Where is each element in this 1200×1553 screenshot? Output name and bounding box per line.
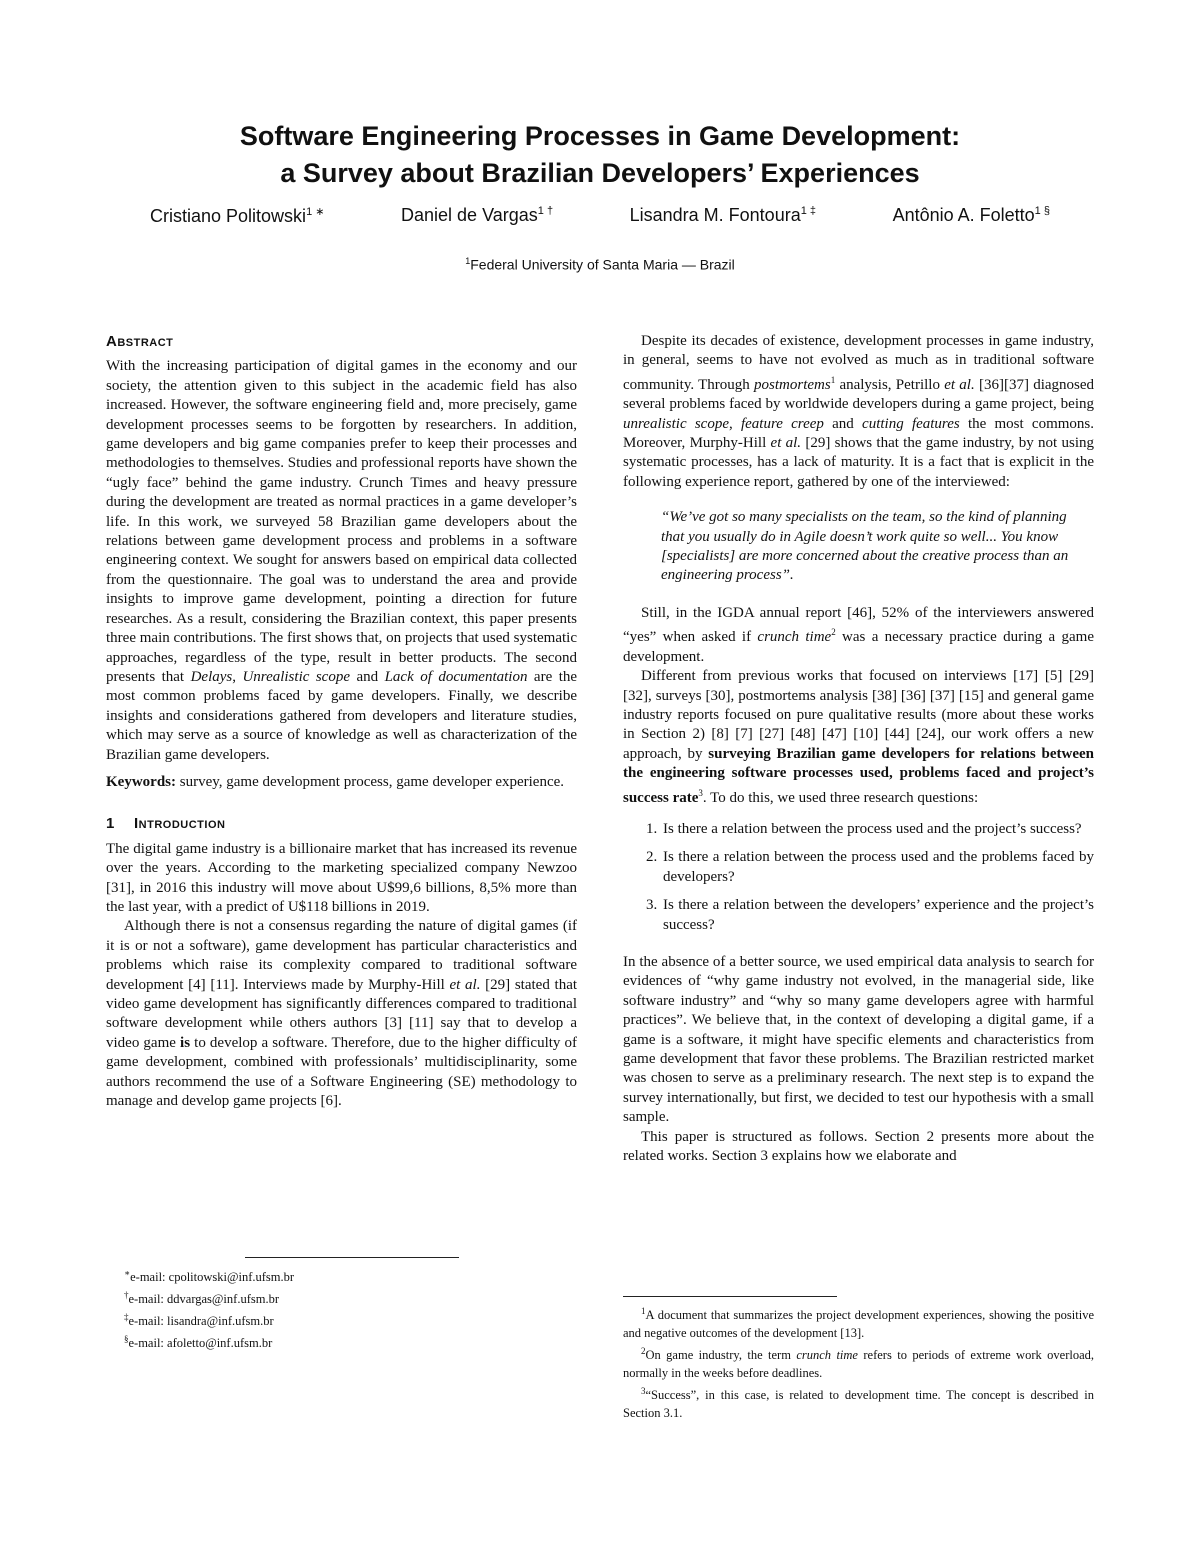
section-heading-introduction: 1 Introduction — [106, 815, 226, 833]
author: Antônio A. Foletto$^{1 \S}$ — [892, 205, 1050, 225]
author-mark: 1 † — [537, 205, 554, 217]
abstract-text: With the increasing participation of digital games in the economy and our society, the attention given to this subject in the academic field has also increased. However, the software engineering field and, more precisely, game development processes seems to be forgotten by researchers. In addition, game developers and big game companies prefer to keep their processes and methodologies to themselves. Studies and professional reports have shown the “ugly face” behind the game industry. Crunch Times and heavy pressure during the development are treated as normal practices in a game developer’s life. In this work, we surveyed 58 Brazilian game developers about the relations between game development process and problems in a software engineering context. We sought for answers based on empirical data collected from the questionnaire. The goal was to understand the area and provide insights to improve game development, pointing a direction for future researches. As a result, considering the Brazilian context, this paper presents three main contributions. The first shows that, on projects that used systematic approaches, regardless of the type, result in better products. The second presents that Delays, Unrealistic scope and Lack of documentation are the most common problems faced by game developers. Finally, we describe insights and considerations gathered from developers and literature studies, which may serve as a source of knowledge as well as characterization of the Brazilian game developers. — [106, 358, 578, 763]
body-paragraph: In the absence of a better source, we used empirical data analysis to search for evidences of “why game industry not evolved, in the managerial side, like software industry” and “why so many game developers agree with harmful practices”. We believe that, in the context of developing a digital game, if a game is a software, it might have specific elements and characteristics from game development that favor these problems. The Brazilian restricted market was chosen to serve as a preliminary research. The next step is to expand the survey internationally, but first, we decided to test our hypothesis with a small sample. — [623, 953, 1094, 1126]
footnote: §e-mail: afoletto@inf.ufsm.br — [124, 1334, 273, 1351]
abstract-heading: Abstract — [106, 333, 174, 350]
author-email-footnotes — [124, 1264, 584, 1353]
left-column — [106, 332, 577, 1111]
author: Lisandra M. Fontoura$^{1 \ddagger}$ — [629, 205, 817, 225]
body-paragraph: This paper is structured as follows. Section 2 presents more about the related works. Section 3 explains how we elaborate and — [623, 1128, 1094, 1165]
author-mark: 1 ‡ — [800, 205, 817, 217]
affiliation: $^1$Federal University of Santa Maria — Brazil — [465, 256, 735, 273]
research-questions — [623, 820, 1094, 935]
list-item: 1. Is there a relation between the process used and the project’s success? — [661, 820, 1094, 839]
body-paragraph: Different from previous works that focused on interviews [17] [5] [29] [32], surveys [30], postmortems analysis [38] [36] [37] [15] and general game industry reports focused on pure qualitative results (more about these works in Section 2) [8] [7] [27] [48] [47] [10] [44] [24], our work offers a new approach, by surveying Brazilian game developers for relations between the engineering software processes used, problems faced and project’s success rate$^3$. To do this, we used three research questions: — [623, 668, 1094, 806]
author-mark: 1 ∗ — [306, 206, 325, 218]
body-paragraph: Still, in the IGDA annual report [46], 52% of the interviewers answered “yes” when asked if crunch time$^2$ was a necessary practice during a game development. — [623, 604, 1095, 665]
intro-paragraph: The digital game industry is a billionaire market that has increased its revenue over the years. According to the marketing specialized company Newzoo [31], in 2016 this industry will move about U$99,6 billions, 8,5% more than the last year, with a predict of U$118 billions in 2019. — [106, 840, 577, 915]
footnote: $^1$A document that summarizes the project development experiences, showing the positive and negative outcomes of the development [13]. — [623, 1306, 1094, 1341]
keywords: Keywords: survey, game development process, game developer experience. — [106, 773, 565, 790]
list-item: 2. Is there a relation between the process used and the problems faced by developers? — [661, 848, 1094, 887]
body-paragraph: Despite its decades of existence, development processes in game industry, in general, seems to have not evolved as much as in traditional software community. Through postmortems$^1$ analysis, Petrillo et al. [36][37] diagnosed several problems faced by worldwide developers during a game project, being unrealistic scope, feature creep and cutting features the most commons. Moreover, Murphy-Hill et al. [29] shows that the game industry, by not using systematic processes, has a lack of maturity. It is a fact that is explicit in the following experience report, gathered by one of the interviewed: — [623, 333, 1095, 490]
footnote: $^3$“Success”, in this case, is related to development time. The concept is described in Section 3.1. — [623, 1386, 1094, 1421]
title-line-1: Software Engineering Processes in Game Development: — [239, 121, 961, 151]
intro-paragraph: Although there is not a consensus regarding the nature of digital games (if it is or not a software), game development has particular characteristics and problems which raise its complexity compared to traditional software development [4] [11]. Interviews made by Murphy-Hill et al. [29] stated that video game development has significantly differences compared to traditional software development while others authors [3] [11] say that to develop a video game is to develop a software. Therefore, due to the higher difficulty of game development, combined with professionals’ multidisciplinarity, some authors recommend the use of a Software Engineering (SE) methodology to manage and develop game projects [6]. — [106, 918, 578, 1110]
footnote: ‡e-mail: lisandra@inf.ufsm.br — [124, 1312, 274, 1329]
right-column — [623, 332, 1094, 1166]
footnote-rule — [245, 1257, 459, 1258]
author: Cristiano Politowski$^{1 ∗}$ — [150, 206, 325, 226]
footnote: $^2$On game industry, the term crunch time refers to periods of extreme work overload, normally in the weeks before deadlines. — [623, 1346, 1095, 1381]
footnote: †e-mail: ddvargas@inf.ufsm.br — [124, 1290, 279, 1307]
page-footnotes — [623, 1302, 1094, 1422]
paper-title — [0, 118, 1200, 192]
interview-quote: “We’ve got so many specialists on the team, so the kind of planning that you usually do in Agile doesn’t work quite so well... You know [specialists] are more concerned about the creative process than an engineering process”. — [661, 509, 1069, 584]
list-item: 3. Is there a relation between the developers’ experience and the project’s success? — [661, 896, 1094, 935]
author: Daniel de Vargas$^{1 \dagger}$ — [401, 205, 554, 225]
title-line-2: a Survey about Brazilian Developers’ Experiences — [280, 158, 920, 188]
author-list — [150, 205, 1050, 227]
footnote-rule — [623, 1296, 837, 1297]
footnote: ∗e-mail: cpolitowski@inf.ufsm.br — [124, 1268, 295, 1285]
author-mark: 1 § — [1034, 205, 1050, 217]
